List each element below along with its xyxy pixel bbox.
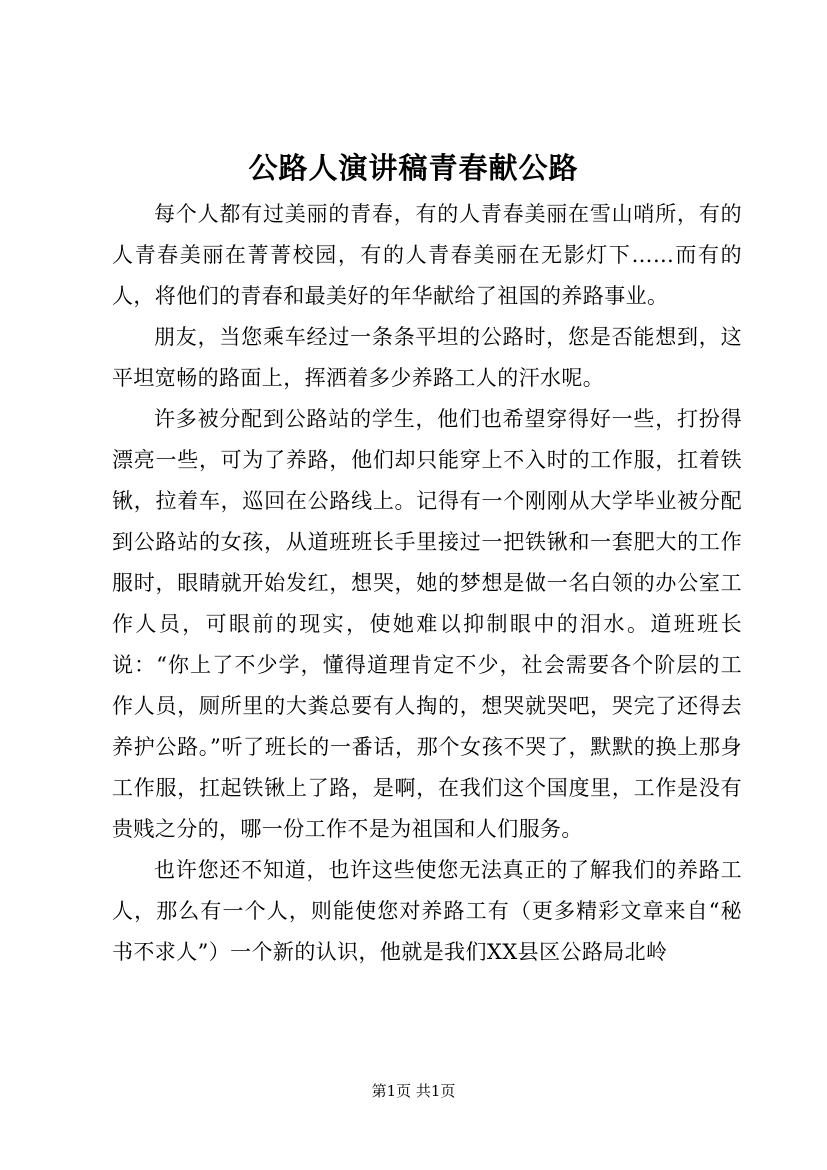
paragraph-3: 许多被分配到公路站的学生，他们也希望穿得好一些，打扮得漂亮一些，可为了养路，他们却只能穿上不入时的工作服，扛着铁锹，拉着车，巡回在公路线上。记得有一个刚刚从大学毕业被分配到公路站的女孩，从道班班长手里接过一把铁锹和一套肥大的工作服时，眼睛就开始发红，想哭，她的梦想是做一名白领的办公室工作人员，可眼前的现实，使她难以抑制眼中的泪水。道班班长说：“你上了不少学，懂得道理肯定不少，社会需要各个阶层的工作人员，厕所里的大粪总要有人掏的，想哭就哭吧，哭完了还得去养护公路。”听了班长的一番话，那个女孩不哭了，默默的换上那身工作服，扛起铁锹上了路，是啊，在我们这个国度里，工作是没有贵贱之分的，哪一份工作不是为祖国和人们服务。	[112, 407, 742, 841]
page-title: 公路人演讲稿青春献公路	[248, 151, 579, 185]
paragraph-1: 每个人都有过美丽的青春，有的人青春美丽在雪山哨所，有的人青春美丽在菁菁校园，有的人青春美丽在无影灯下……而有的人，将他们的青春和最美好的年华献给了祖国的养路事业。	[112, 202, 742, 308]
paragraph-4: 也许您还不知道，也许这些使您无法真正的了解我们的养路工人，那么有一个人，则能使您对养路工有（更多精彩文章来自“秘书不求人”）一个新的认识，他就是我们XX县区公路局北岭	[112, 858, 742, 964]
paragraph-2: 朋友，当您乘车经过一条条平坦的公路时，您是否能想到，这平坦宽畅的路面上，挥洒着多少养路工人的汗水呢。	[112, 325, 742, 390]
document-body	[112, 194, 742, 973]
page-footer: 第1页 共1页	[371, 1082, 456, 1100]
